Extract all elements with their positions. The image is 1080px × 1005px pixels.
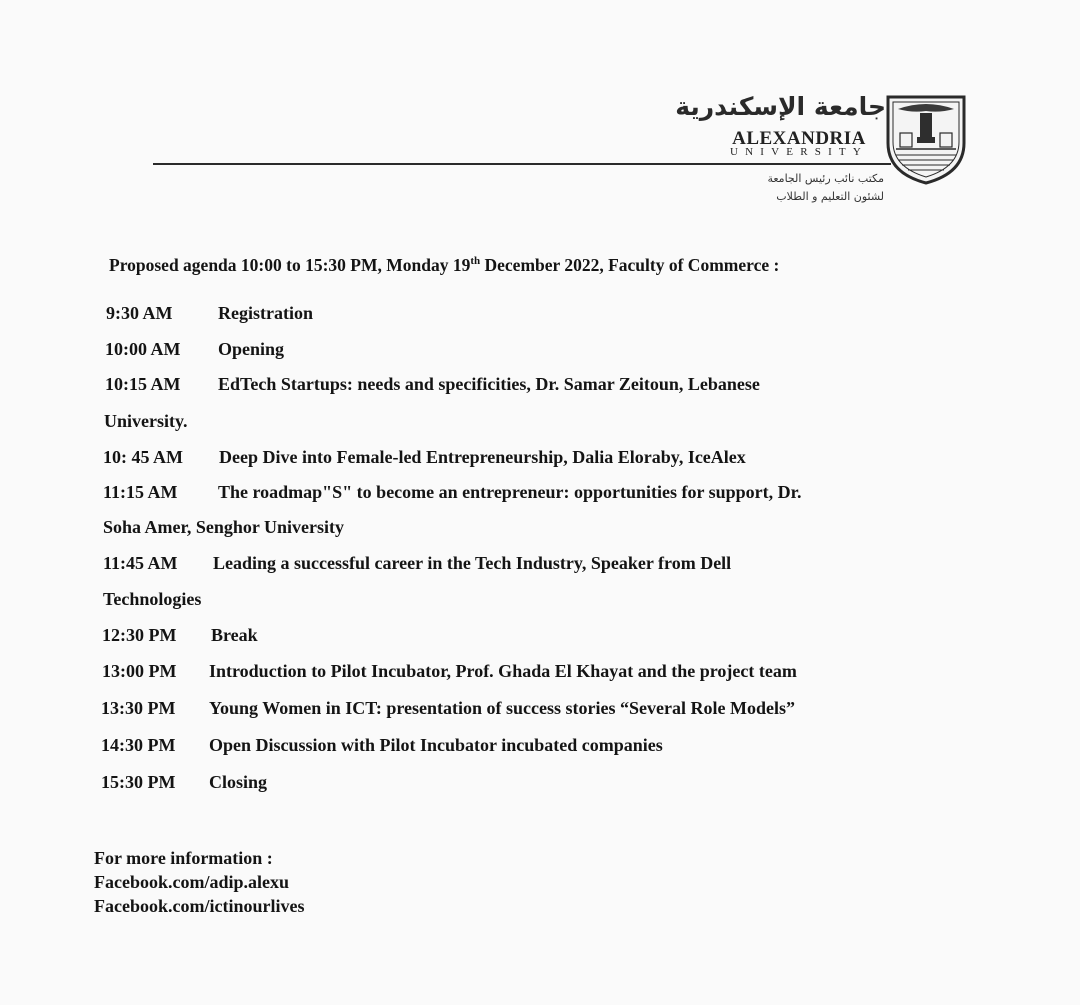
agenda-item-break <box>102 624 258 646</box>
agenda-time: 11:15 AM <box>103 482 178 502</box>
agenda-time: 12:30 PM <box>102 625 177 645</box>
agenda-item-career-continued: Technologies <box>103 589 202 609</box>
agenda-item-registration <box>106 302 313 324</box>
office-title <box>724 170 884 206</box>
agenda-activity: Open Discussion with Pilot Incubator incubated companies <box>209 735 663 755</box>
agenda-time: 10:15 AM <box>105 374 181 394</box>
agenda-item-young-women <box>101 697 795 719</box>
agenda-time: 9:30 AM <box>106 303 173 323</box>
agenda-time: 13:00 PM <box>102 661 177 681</box>
agenda-heading-ordinal: th <box>470 255 481 268</box>
agenda-item-career <box>103 552 731 574</box>
agenda-time: 11:45 AM <box>103 553 178 573</box>
agenda-time: 10: 45 AM <box>103 447 183 467</box>
university-subtitle: UNIVERSITY <box>730 146 868 158</box>
info-label: For more information : <box>94 848 273 868</box>
agenda-heading-rest: December 2022, Faculty of Commerce : <box>480 255 780 275</box>
agenda-activity: Opening <box>218 339 285 359</box>
agenda-activity: Introduction to Pilot Incubator, Prof. Ghada El Khayat and the project team <box>209 661 797 681</box>
agenda-time: 13:30 PM <box>101 698 176 718</box>
agenda-item-roadmap-continued: Soha Amer, Senghor University <box>103 517 345 537</box>
agenda-activity: Deep Dive into Female-led Entrepreneurship, Dalia Eloraby, IceAlex <box>219 447 746 467</box>
contact-info <box>94 846 304 918</box>
university-arabic-name: جامعة الإسكندرية <box>675 92 886 121</box>
agenda-activity: Young Women in ICT: presentation of success stories “Several Role Models” <box>209 698 795 718</box>
agenda-item-opening <box>105 338 284 360</box>
agenda-time: 14:30 PM <box>101 735 176 755</box>
agenda-activity: Registration <box>218 303 313 323</box>
agenda-item-edtech <box>105 373 760 395</box>
agenda-time: 10:00 AM <box>105 339 181 359</box>
agenda-activity: Break <box>211 625 258 645</box>
university-name: ALEXANDRIA <box>732 128 866 149</box>
agenda-activity: The roadmap"S" to become an entrepreneur: opportunities for support, Dr. <box>218 482 802 502</box>
agenda-item-pilot-intro <box>102 660 797 682</box>
agenda-item-closing <box>101 771 267 793</box>
agenda-heading-main: Proposed agenda 10:00 to 15:30 PM, Monday 19 <box>109 255 471 275</box>
office-line-2: لشئون التعليم و الطلاب <box>776 190 884 203</box>
agenda-activity: Leading a successful career in the Tech Industry, Speaker from Dell <box>213 553 732 573</box>
agenda-item-roadmap <box>103 481 802 503</box>
agenda-item-edtech-continued: University. <box>104 411 188 431</box>
agenda-activity: Closing <box>209 772 268 792</box>
agenda-item-open-discussion <box>101 734 663 756</box>
agenda-activity: EdTech Startups: needs and specificities, Dr. Samar Zeitoun, Lebanese <box>218 374 760 394</box>
facebook-link-adip[interactable]: Facebook.com/adip.alexu <box>94 872 290 892</box>
university-crest-logo <box>884 93 968 185</box>
office-line-1: مكتب نائب رئيس الجامعة <box>767 172 884 185</box>
agenda-item-deep-dive <box>103 446 746 468</box>
header-divider <box>153 163 891 165</box>
facebook-link-ictinourlives[interactable]: Facebook.com/ictinourlives <box>94 896 305 916</box>
agenda-time: 15:30 PM <box>101 772 176 792</box>
agenda-heading <box>109 255 779 276</box>
